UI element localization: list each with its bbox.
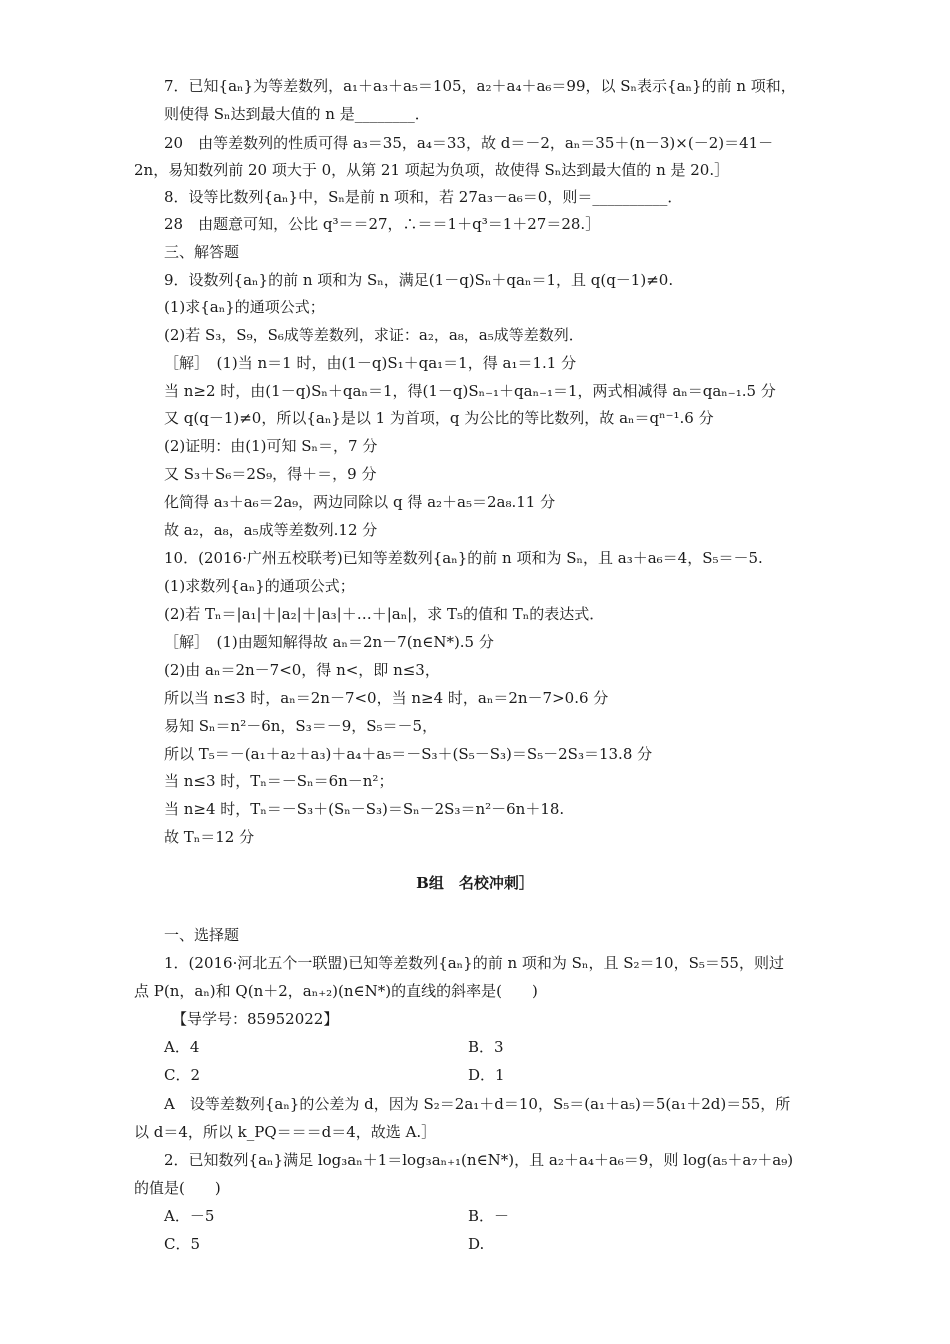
text-line: ［解］ (1)当 n＝1 时，由(1－q)S₁＋qa₁＝1，得 a₁＝1.1 分 xyxy=(164,354,577,372)
text-line: (1)求数列{aₙ}的通项公式； xyxy=(164,577,355,595)
option-left: C．5 xyxy=(164,1235,201,1253)
text-line: 28 由题意可知，公比 q³＝＝27，∴＝＝1＋q³＝1＋27＝28.］ xyxy=(164,215,601,233)
text-line: ［解］ (1)由题知解得故 aₙ＝2n－7(n∈N*).5 分 xyxy=(164,633,494,651)
text-line: 所以当 n≤3 时，aₙ＝2n－7<0，当 n≥4 时，aₙ＝2n－7>0.6 分 xyxy=(164,689,609,707)
text-line: 点 P(n，aₙ)和 Q(n＋2，aₙ₊₂)(n∈N*)的直线的斜率是( ) xyxy=(134,982,538,1000)
text-line: 以 d＝4，所以 k_PQ＝＝＝d＝4，故选 A.］ xyxy=(134,1123,437,1141)
text-line: (1)求{aₙ}的通项公式； xyxy=(164,298,325,316)
option-left: C．2 xyxy=(164,1066,201,1084)
text-line: 故 a₂，a₈，a₅成等差数列.12 分 xyxy=(164,521,378,539)
option-right: D．1 xyxy=(468,1066,505,1084)
option-right: D. xyxy=(468,1235,485,1253)
text-line: 又 q(q－1)≠0，所以{aₙ}是以 1 为首项，q 为公比的等比数列，故 aₙ＝qⁿ⁻¹.6 分 xyxy=(164,409,714,427)
text-line: 当 n≥2 时，由(1－q)Sₙ＋qaₙ＝1，得(1－q)Sₙ₋₁＋qaₙ₋₁＝1，两式相减得 aₙ＝qaₙ₋₁.5 分 xyxy=(164,382,776,400)
text-line: 9．设数列{aₙ}的前 n 项和为 Sₙ，满足(1－q)Sₙ＋qaₙ＝1，且 q(q－1)≠0. xyxy=(164,271,674,289)
option-right: B．3 xyxy=(468,1038,504,1056)
section-title: B组 名校冲刺］ xyxy=(416,874,534,892)
text-line: 又 S₃＋S₆＝2S₉，得＋＝，9 分 xyxy=(164,465,377,483)
text-line: 的值是( ) xyxy=(134,1179,221,1197)
text-line: (2)由 aₙ＝2n－7<0，得 n<，即 n≤3， xyxy=(164,661,440,679)
text-line: A 设等差数列{aₙ}的公差为 d，因为 S₂＝2a₁＋d＝10，S₅＝(a₁＋a₅)＝5(a₁＋2d)＝55，所 xyxy=(164,1095,791,1113)
text-line: (2)若 Tₙ＝|a₁|＋|a₂|＋|a₃|＋…＋|aₙ|，求 T₅的值和 Tₙ的表达式． xyxy=(164,605,605,623)
text-line: 8．设等比数列{aₙ}中，Sₙ是前 n 项和，若 27a₃－a₆＝0，则＝__________． xyxy=(164,188,683,206)
text-line: 【导学号：85952022】 xyxy=(172,1010,339,1028)
text-line: 当 n≤3 时，Tₙ＝－Sₙ＝6n－n²； xyxy=(164,772,394,790)
text-line: 所以 T₅＝－(a₁＋a₂＋a₃)＋a₄＋a₅＝－S₃＋(S₅－S₃)＝S₅－2S₃＝13.8 分 xyxy=(164,745,653,763)
text-line: (2)证明：由(1)可知 Sₙ＝，7 分 xyxy=(164,437,378,455)
text-line: 2．已知数列{aₙ}满足 log₃aₙ＋1＝log₃aₙ₊₁(n∈N*)，且 a₂＋a₄＋a₆＝9，则 log(a₅＋a₇＋a₉) xyxy=(164,1151,794,1169)
option-left: A．4 xyxy=(164,1038,200,1056)
text-line: 一、选择题 xyxy=(164,926,240,944)
text-line: 则使得 Sₙ达到最大值的 n 是________． xyxy=(164,105,430,123)
text-line: (2)若 S₃，S₉，S₆成等差数列，求证：a₂，a₈，a₅成等差数列． xyxy=(164,326,584,344)
text-line: 故 Tₙ＝12 分 xyxy=(164,828,255,846)
text-line: 7．已知{aₙ}为等差数列，a₁＋a₃＋a₅＝105，a₂＋a₄＋a₆＝99，以 Sₙ表示{aₙ}的前 n 项和， xyxy=(164,77,796,95)
text-line: 2n，易知数列前 20 项大于 0，从第 21 项起为负项，故使得 Sₙ达到最大值的 n 是 20.］ xyxy=(134,161,730,179)
text-line: 当 n≥4 时，Tₙ＝－S₃＋(Sₙ－S₃)＝Sₙ－2S₃＝n²－6n＋18. xyxy=(164,800,565,818)
text-line: 1．(2016·河北五个一联盟)已知等差数列{aₙ}的前 n 项和为 Sₙ，且 S₂＝10，S₅＝55，则过 xyxy=(164,954,784,972)
text-line: 化简得 a₃＋a₆＝2a₉，两边同除以 q 得 a₂＋a₅＝2a₈.11 分 xyxy=(164,493,556,511)
text-line: 三、解答题 xyxy=(164,243,240,261)
text-line: 10．(2016·广州五校联考)已知等差数列{aₙ}的前 n 项和为 Sₙ，且 a₃＋a₆＝4，S₅＝－5. xyxy=(164,549,763,567)
text-line: 20 由等差数列的性质可得 a₃＝35，a₄＝33，故 d＝－2，aₙ＝35＋(n－3)×(－2)＝41－ xyxy=(164,134,774,152)
option-right: B．－ xyxy=(468,1207,510,1225)
text-line: 易知 Sₙ＝n²－6n，S₃＝－9，S₅＝－5， xyxy=(164,717,438,735)
option-left: A．－5 xyxy=(164,1207,215,1225)
